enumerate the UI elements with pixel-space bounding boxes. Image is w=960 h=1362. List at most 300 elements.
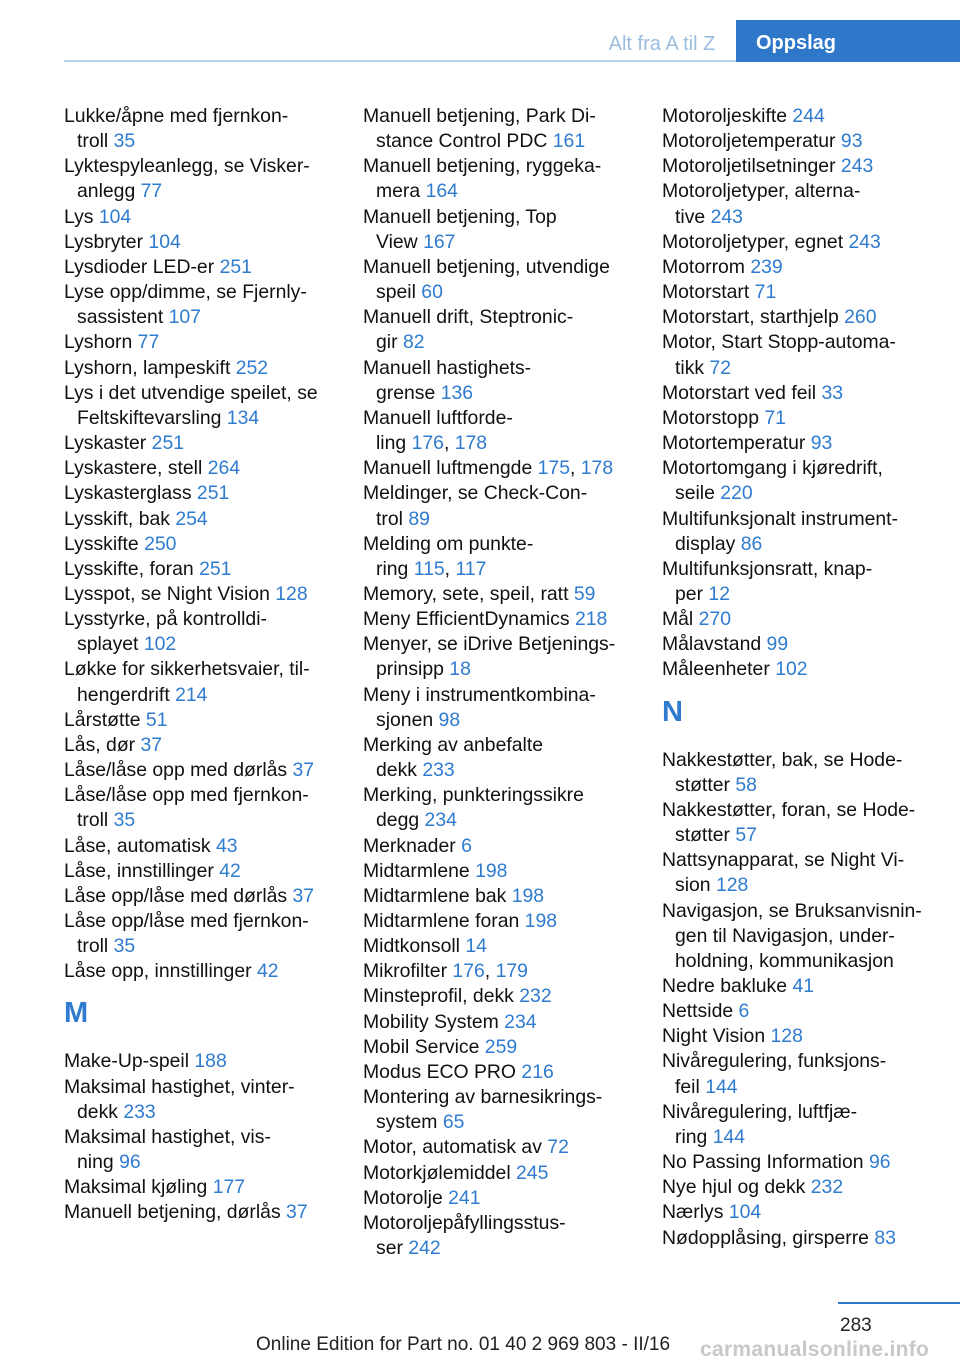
entry-continuation: dekk [376,759,423,782]
page-reference-link[interactable]: 176 [411,432,444,455]
entry-text: Motoroljetyper, alterna- [662,180,861,203]
entry-text: Lyskaster [64,432,152,455]
entry-text: Låse/låse opp med fjernkon- [64,784,309,807]
page-reference-link[interactable]: 234 [504,1010,537,1033]
index-entry [64,783,349,833]
entry-text: Mobility System [363,1010,505,1033]
entry-text: Lyshorn, lampeskift [64,356,236,379]
entry-continuation: holdning, kommunikasjon [675,949,894,972]
index-entry [363,733,648,783]
index-entry [363,1010,648,1035]
page-reference-link[interactable]: 93 [810,432,833,455]
entry-text: Motor, automatisk av [363,1136,548,1159]
index-entry [363,607,648,632]
page-reference-link[interactable]: 42 [219,859,241,882]
entry-continuation: mera [376,180,426,203]
page-reference-link[interactable]: 72 [709,356,732,379]
page-reference-link[interactable]: 117 [455,557,487,580]
entry-text: Motoroljetilsetninger [662,155,841,178]
entry-continuation: hengerdrift [77,683,176,706]
index-entry [662,798,947,848]
index-entry [64,1200,349,1225]
entry-text: Motorstart, starthjelp [662,306,845,329]
entry-text: Motoroljeskifte [662,105,793,127]
index-entry [662,1150,947,1175]
page-reference-link[interactable]: 136 [440,381,474,404]
page-reference-link[interactable]: 6 [738,1000,750,1023]
entry-text: Lysspot, se Night Vision [64,582,276,605]
entry-text: Multifunksjonsratt, knap- [662,557,873,580]
entry-continuation: dekk [77,1100,124,1123]
index-entry [363,1135,648,1160]
page-reference-link[interactable]: 35 [113,935,136,958]
index-entry [662,1024,947,1049]
index-entry [662,974,947,999]
page-reference-link[interactable]: 104 [148,230,181,253]
index-entry: Melding om punkte- ring 115, 117 [363,532,534,580]
index-entry [64,255,349,280]
entry-text: Låse, automatisk [64,834,216,857]
entry-text: Lysskifte [64,532,145,555]
index-entry [64,230,349,255]
page-reference-link[interactable]: 234 [424,809,457,832]
page-reference-link[interactable]: 216 [521,1060,554,1083]
entry-text: Låse/låse opp med dørlås [64,759,293,782]
index-entry [64,507,349,532]
entry-text: Nettside [662,1000,739,1023]
entry-text: Lås, dør [64,733,141,756]
section-letter: M [64,997,89,1030]
index-entry [64,708,349,733]
index-entry [363,1060,648,1085]
page-reference-link[interactable]: 57 [735,824,757,847]
page-reference-link[interactable]: 252 [235,356,269,379]
page-reference-link[interactable]: 259 [484,1035,518,1058]
page-reference-link[interactable]: 233 [422,759,455,782]
entry-text: Menyer, se iDrive Betjenings- [363,633,616,656]
entry-continuation: stance Control PDC [376,130,553,153]
page-reference-link[interactable]: 232 [810,1176,844,1199]
page-reference-link[interactable]: 251 [196,482,230,505]
entry-text: Modus ECO PRO [363,1060,522,1083]
page-reference-link[interactable]: 250 [144,532,177,555]
page-reference-link[interactable]: 251 [151,432,185,455]
page-reference-link[interactable]: 35 [113,809,136,832]
page-reference-link[interactable]: 188 [194,1050,227,1073]
page-reference-link[interactable]: 6 [461,834,472,857]
entry-continuation: tikk [675,356,710,379]
page-reference-link[interactable]: 161 [552,130,586,153]
page-reference-link[interactable]: 96 [868,1151,891,1174]
index-entry [363,104,648,154]
page-reference-link[interactable]: 214 [175,683,208,706]
entry-text: Nærlys [662,1201,729,1224]
page-reference-link[interactable]: 198 [524,910,558,932]
index-entry [662,431,947,456]
entry-continuation: trol [376,507,409,530]
index-entry [64,1049,349,1074]
header-tab-label: Oppslag [736,20,960,62]
entry-continuation: ning [77,1151,120,1174]
index-entry [64,1175,349,1200]
entry-text: Midtarmlene foran [363,910,525,932]
index-entry [64,481,349,506]
index-entry [64,758,349,783]
page-reference-link[interactable]: 37 [286,1201,308,1224]
entry-text: Merking, punkteringssikre [363,784,584,807]
index-entry [64,1075,349,1125]
entry-text: Maksimal kjøling [64,1176,213,1199]
page-reference-link[interactable]: 243 [840,155,874,178]
index-entry [662,632,947,657]
index-entry [363,1085,648,1135]
page-reference-link[interactable]: 104 [728,1201,762,1224]
index-entry [662,179,947,229]
page-reference-link[interactable]: 102 [775,658,808,681]
entry-text: Manuell betjening, dørlås [64,1201,287,1224]
entry-text: Make-Up-speil [64,1050,195,1073]
page-reference-link[interactable]: 89 [408,507,430,530]
index-entry [363,154,648,204]
index-entry [64,959,349,984]
page-reference-link[interactable]: 178 [580,457,614,480]
page-reference-link[interactable]: 72 [547,1136,569,1159]
entry-text: Merking av anbefalte [363,733,544,756]
entry-text: Maksimal hastighet, vinter- [64,1075,295,1098]
index-column-3 [662,104,947,1251]
footer-rule [838,1302,960,1304]
entry-continuation: anlegg [77,180,141,203]
index-column-2 [363,104,648,1261]
page-reference-link[interactable]: 232 [519,985,552,1008]
page-reference-link[interactable]: 51 [145,708,168,731]
page-reference-link[interactable]: 128 [275,582,308,605]
entry-text: Lyskasterglass [64,482,197,505]
page-reference-link[interactable]: 96 [119,1151,141,1174]
index-entry [64,330,349,355]
page-reference-link[interactable]: 65 [442,1111,465,1134]
index-entry [662,1200,947,1225]
entry-text: Motorkjølemiddel [363,1161,517,1184]
index-entry [363,255,648,305]
page-reference-link[interactable]: 14 [465,935,487,958]
page-reference-link[interactable]: 60 [421,281,443,304]
page-reference-link[interactable]: 242 [408,1237,441,1260]
entry-text: Motorstart [662,281,755,304]
index-entry [363,884,648,909]
entry-text: Meny EfficientDynamics [363,608,575,631]
index-entry [662,406,947,431]
page-reference-link[interactable]: 104 [98,205,132,228]
entry-continuation: system [376,1111,443,1134]
page-reference-link[interactable]: 233 [123,1100,156,1123]
index-entry [363,632,648,682]
index-entry [363,1211,648,1261]
entry-text: Merknader [363,834,462,857]
index-entry [64,456,349,481]
index-entry [662,1226,947,1251]
entry-text: Lyktespyleanlegg, se Visker- [64,155,310,178]
index-entry [662,154,947,179]
entry-continuation: display [675,532,741,555]
entry-continuation: ser [376,1237,409,1260]
entry-continuation: støtter [675,773,736,796]
entry-continuation: per [675,582,709,605]
page-reference-link[interactable]: 270 [698,608,731,631]
entry-text: Manuell luftmengde [363,457,538,480]
index-entry [64,834,349,859]
index-entry [64,582,349,607]
entry-text: Nakkestøtter, bak, se Hode- [662,748,903,771]
entry-continuation: prinsipp [376,658,450,681]
index-entry [662,129,947,154]
page-reference-link[interactable]: 102 [143,633,177,656]
entry-text: Memory, sete, speil, ratt [363,582,574,605]
page-number: 283 [840,1315,872,1336]
entry-text: Lysskift, bak [64,507,176,530]
page-reference-link[interactable]: 71 [754,281,777,304]
entry-text: Manuell luftforde- [363,406,513,429]
index-entry [363,984,648,1009]
entry-text: Minsteprofil, dekk [363,985,520,1008]
page-reference-link[interactable]: 83 [874,1226,896,1249]
page-reference-link[interactable]: 99 [766,633,789,656]
entry-text: Nedre bakluke [662,975,793,997]
index-entry [363,205,648,255]
page-reference-link[interactable]: 254 [175,507,208,530]
entry-text: Motorstopp [662,406,765,429]
entry-text: Lyse opp/dimme, se Fjernly- [64,281,307,304]
entry-text: Manuell betjening, utvendige [363,255,610,278]
index-entry [363,305,648,355]
entry-text: Manuell hastighets- [363,356,532,379]
index-entry [64,607,349,657]
index-entry [64,859,349,884]
page-reference-link[interactable]: 33 [821,381,844,404]
page-reference-link[interactable]: 93 [840,130,863,153]
entry-text: Manuell betjening, ryggeka- [363,155,602,178]
entry-text: Låse opp, innstillinger [64,960,257,983]
entry-text: Lys [64,205,99,228]
page-reference-link[interactable]: 245 [516,1161,549,1184]
entry-text: Nivåregulering, luftfjæ- [662,1100,858,1123]
index-entry [64,154,349,204]
entry-text: Lyskastere, stell [64,457,208,480]
entry-text: Meny i instrumentkombina- [363,683,596,706]
page-reference-link[interactable]: 244 [792,105,825,127]
entry-text: Meldinger, se Check-Con- [363,482,588,505]
entry-continuation: troll [77,130,114,153]
page-reference-link[interactable]: 239 [750,255,783,278]
entry-continuation: gir [376,331,403,354]
index-entry [662,1049,947,1099]
entry-text: Motorolje [363,1186,449,1209]
page-reference-link[interactable]: 77 [137,331,160,354]
index-entry [363,481,648,531]
entry-continuation: feil [675,1075,706,1098]
page-reference-link[interactable]: 164 [425,180,458,203]
page-reference-link[interactable]: 43 [215,834,238,857]
page-reference-link[interactable]: 243 [710,205,743,228]
entry-text: Motor, Start Stopp-automa- [662,331,896,354]
index-entry [662,1100,947,1150]
entry-text: Nattsynapparat, se Night Vi- [662,849,905,872]
page-reference-link[interactable]: 12 [708,582,730,605]
page-reference-link[interactable]: 176 [452,960,485,983]
header-section-title: Alt fra A til Z [608,33,716,55]
index-entry [662,899,947,974]
entry-text: Lukke/åpne med fjernkon- [64,105,289,127]
index-entry [363,582,648,607]
entry-text: Midtkonsoll [363,935,466,958]
entry-text: Motortomgang i kjøredrift, [662,457,883,480]
index-entry [64,909,349,959]
entry-text: No Passing Information [662,1151,869,1174]
index-column-1 [64,104,349,1226]
page-reference-link[interactable]: 251 [199,557,232,580]
entry-continuation: gen til Navigasjon, under- [675,924,895,947]
index-entry [64,557,349,582]
page-reference-link[interactable]: 144 [712,1125,746,1148]
page-reference-link[interactable]: 77 [140,180,163,203]
index-entry [662,456,947,506]
page-reference-link[interactable]: 251 [219,255,252,278]
entry-text: Maksimal hastighet, vis- [64,1125,271,1148]
index-entry [363,683,648,733]
index-entry [64,884,349,909]
entry-text: Nye hjul og dekk [662,1176,811,1199]
entry-continuation: sion [675,874,716,897]
entry-continuation: ling [376,432,412,455]
page-reference-link[interactable]: 178 [454,432,488,455]
section-letter: N [662,695,683,728]
entry-text: Motoroljetyper, egnet [662,230,849,253]
page-reference-link[interactable]: 179 [495,960,528,983]
entry-text: Lårstøtte [64,708,146,731]
index-entry [662,104,947,129]
index-entry [363,783,648,833]
page-reference-link[interactable]: 37 [292,884,315,907]
index-entry [662,1175,947,1200]
entry-text: Mikrofilter [363,960,453,983]
entry-continuation: grense [376,381,441,404]
entry-text: Midtarmlene [363,859,476,882]
page-reference-link[interactable]: 243 [848,230,881,253]
page-reference-link[interactable]: 71 [764,406,786,429]
page-reference-link[interactable]: 35 [113,130,136,153]
page-reference-link[interactable]: 115 [413,557,445,580]
page-reference-link[interactable]: 218 [574,608,608,631]
entry-text: Lys i det utvendige speilet, se [64,381,318,404]
index-entry [662,330,947,380]
index-entry [363,909,648,934]
page-reference-link[interactable]: 134 [226,406,260,429]
entry-text: Målavstand [662,633,767,656]
page-reference-link[interactable]: 86 [740,532,763,555]
page-reference-link[interactable]: 198 [475,859,508,882]
index-entry [64,381,349,431]
index-entry [64,280,349,330]
entry-text: Låse opp/låse med dørlås [64,884,293,907]
entry-continuation: troll [77,935,114,958]
page-reference-link[interactable]: 107 [168,306,201,329]
index-entry [64,532,349,557]
index-entry [662,999,947,1024]
index-entry [363,859,648,884]
page-reference-link[interactable]: 167 [423,230,456,253]
index-entry [64,1125,349,1175]
index-entry [363,1035,648,1060]
entry-text: Mobil Service [363,1035,485,1058]
entry-continuation: View [376,230,424,253]
page-reference-link[interactable]: 144 [705,1075,738,1098]
index-entry [64,431,349,456]
page-reference-link[interactable]: 98 [438,708,461,731]
page-reference-link[interactable]: 175 [537,457,570,480]
entry-text: Multifunksjonalt instrument- [662,507,899,530]
entry-continuation: troll [77,809,114,832]
index-entry [64,657,349,707]
page-reference-link[interactable]: 264 [207,457,241,480]
page-reference-link[interactable]: 41 [792,975,815,997]
entry-text: Night Vision [662,1025,771,1048]
entry-text: Lysbryter [64,230,149,253]
entry-text: Motorstart ved feil [662,381,822,404]
index-entry [662,230,947,255]
page-reference-link[interactable]: 82 [402,331,425,354]
entry-text: Melding om punkte- [363,532,534,555]
entry-text: Løkke for sikkerhetsvaier, til- [64,658,310,681]
index-entry [64,205,349,230]
entry-text: Navigasjon, se Bruksanvisnin- [662,899,922,922]
entry-text: Måleenheter [662,658,776,681]
page-reference-link[interactable]: 59 [573,582,596,605]
index-entry [662,255,947,280]
page-reference-link[interactable]: 241 [448,1186,481,1209]
page-reference-link[interactable]: 260 [844,306,877,329]
watermark-logo: carmanualsonline.info [700,1338,930,1361]
page-reference-link[interactable]: 220 [720,482,753,505]
index-entry [662,280,947,305]
entry-continuation: sassistent [77,306,169,329]
page-reference-link[interactable]: 18 [449,658,471,681]
entry-text: Låse, innstillinger [64,859,220,882]
index-entry [662,748,947,798]
index-entry: Mikrofilter 176, 179 [363,960,528,983]
page-reference-link[interactable]: 128 [715,874,749,897]
entry-text: Lyshorn [64,331,138,354]
page-reference-link[interactable]: 58 [735,773,757,796]
page-reference-link[interactable]: 198 [511,884,545,907]
entry-text: Manuell betjening, Top [363,205,557,228]
entry-continuation: sjonen [376,708,439,731]
index-entry [662,557,947,607]
page-reference-link[interactable]: 37 [292,759,315,782]
index-entry [64,104,349,154]
entry-text: Mål [662,608,699,631]
entry-continuation: degg [376,809,425,832]
edition-text: Online Edition for Part no. 01 40 2 969 803 - II/16 [256,1334,671,1355]
entry-continuation: speil [376,281,422,304]
index-entry [662,507,947,557]
entry-text: Låse opp/låse med fjernkon- [64,910,309,932]
page-reference-link[interactable]: 128 [770,1025,803,1048]
page-reference-link[interactable]: 37 [140,733,163,756]
index-entry [363,834,648,859]
page-reference-link[interactable]: 42 [256,960,279,983]
index-entry [64,356,349,381]
page-reference-link[interactable]: 177 [212,1176,246,1199]
